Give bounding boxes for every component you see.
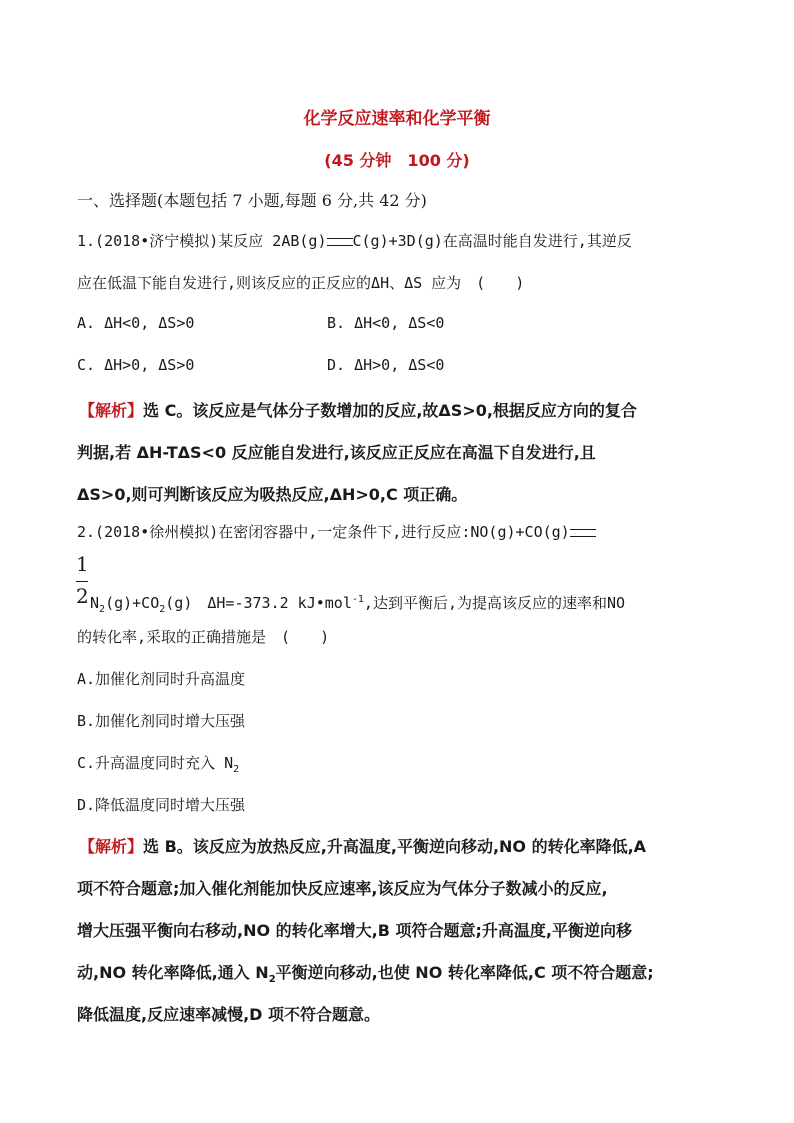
q2-stem-line1: 2.(2018•徐州模拟)在密闭容器中,一定条件下,进行反应:NO(g)+CO(g) <box>77 521 596 542</box>
q1-option-b: B. ΔH<0, ΔS<0 <box>327 314 445 332</box>
q2-analysis-line4: 动,NO 转化率降低,通入 $N_2$平衡逆向移动,也使 NO 转化率降低,C 项不符合题意; <box>77 963 654 986</box>
q2-option-d: D.降低温度同时增大压强 <box>77 796 246 814</box>
fraction-bar <box>76 581 88 582</box>
q1-analysis-line3: ΔS>0,则可判断该反应为吸热反应,ΔH>0,C 项正确。 <box>77 485 468 504</box>
equilibrium-arrow-icon <box>570 529 596 537</box>
q1-analysis-line2: 判据,若 ΔH-TΔS<0 反应能自发进行,该反应正反应在高温下自发进行,且 <box>77 443 596 462</box>
q2-stem-line2: $N_2(g)+CO_2(g)$ ΔH=-373.2 kJ•mol$^{-1}$,达到平衡后,为提高该反应的速率和NO <box>90 594 626 615</box>
page-title: 化学反应速率和化学平衡 <box>303 109 491 129</box>
q2-option-c: C.升高温度同时充入 $N_2$ <box>77 754 240 775</box>
q1-stem-line1: 1.(2018•济宁模拟)某反应 2AB(g) C(g)+3D(g)在高温时能自发进行,其逆反 <box>77 232 632 250</box>
q2-analysis-line2: 项不符合题意;加入催化剂能加快反应速率,该反应为气体分子数减小的反应, <box>77 879 608 898</box>
fraction-numerator: 1 <box>76 552 89 576</box>
q1-option-d: D. ΔH>0, ΔS<0 <box>327 356 445 374</box>
q2-analysis-line3: 增大压强平衡向右移动,NO 的转化率增大,B 项符合题意;升高温度,平衡逆向移 <box>77 921 632 940</box>
q1-stem-line2: 应在低温下能自发进行,则该反应的正反应的ΔH、ΔS 应为 ( ) <box>77 274 525 292</box>
analysis-tag: 【解析】 <box>79 837 144 856</box>
q2-stem-line3: 的转化率,采取的正确措施是 ( ) <box>77 628 330 646</box>
equilibrium-arrow-icon <box>327 238 353 246</box>
page-subtitle: (45 分钟 100 分) <box>324 151 470 170</box>
q1-option-a: A. ΔH<0, ΔS>0 <box>77 314 195 332</box>
q2-option-b: B.加催化剂同时增大压强 <box>77 712 246 730</box>
q2-analysis-line5: 降低温度,反应速率减慢,D 项不符合题意。 <box>77 1005 381 1024</box>
analysis-tag: 【解析】 <box>79 401 144 420</box>
q1-option-c: C. ΔH>0, ΔS>0 <box>77 356 195 374</box>
q1-analysis-line1: 【解析】选 C。该反应是气体分子数增加的反应,故ΔS>0,根据反应方向的复合 <box>79 401 637 420</box>
fraction-denominator: 2 <box>76 584 89 608</box>
section-heading: 一、选择题(本题包括 7 小题,每题 6 分,共 42 分) <box>77 191 427 210</box>
q2-option-a: A.加催化剂同时升高温度 <box>77 670 246 688</box>
q2-analysis-line1: 【解析】选 B。该反应为放热反应,升高温度,平衡逆向移动,NO 的转化率降低,A <box>79 837 647 856</box>
